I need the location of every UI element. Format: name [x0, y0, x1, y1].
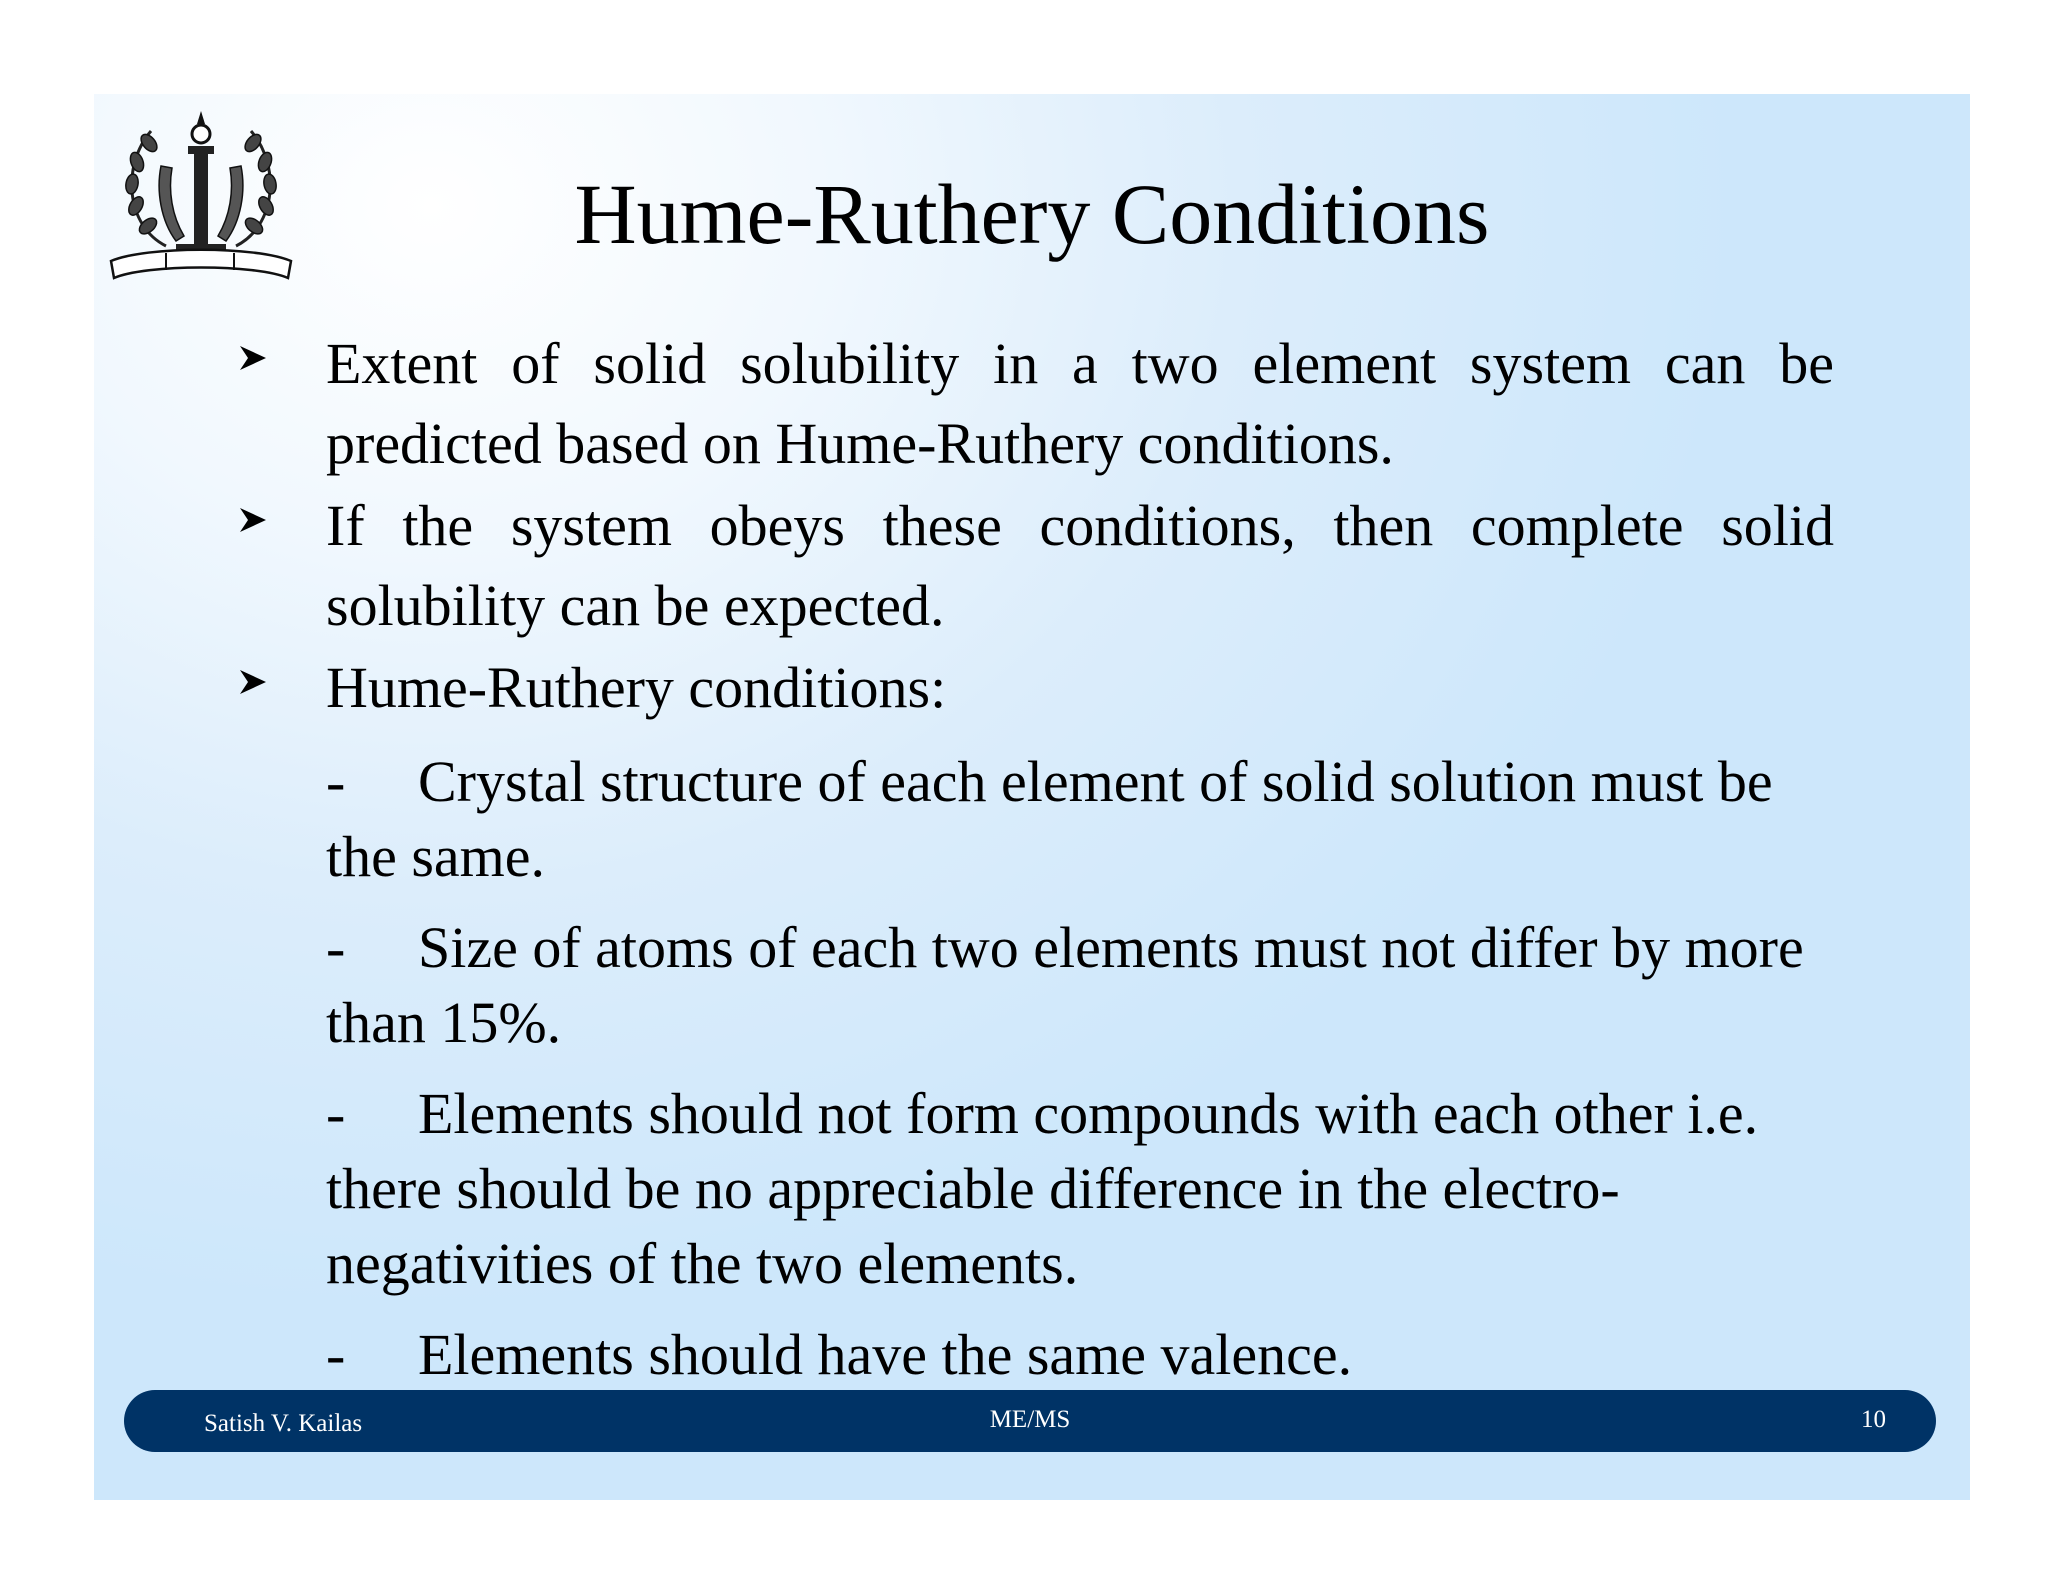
sub-bullet-text: Size of atoms of each two elements must not differ by more than 15%.	[326, 915, 1804, 1055]
dash-marker: -	[326, 1322, 346, 1387]
sub-bullet-item	[234, 744, 1834, 894]
dash-marker: -	[326, 1081, 346, 1146]
slide-footer	[124, 1390, 1936, 1452]
arrow-bullet-icon	[234, 502, 270, 538]
footer-course: ME/MS	[989, 1406, 1071, 1433]
sub-bullet-text: Elements should not form compounds with each other i.e. there should be no appreciable difference in the electro-negativities of the two elements.	[326, 1081, 1759, 1296]
arrow-bullet-icon	[234, 664, 270, 700]
bullet-text: Extent of solid solubility in a two element system can be predicted based on Hume-Ruthery conditions.	[326, 331, 1834, 476]
sub-bullet-item	[234, 1076, 1834, 1301]
dash-marker: -	[326, 915, 346, 980]
bullet-text: Hume-Ruthery conditions:	[326, 655, 947, 720]
slide	[94, 94, 1970, 1500]
arrow-bullet-icon	[234, 340, 270, 376]
bullet-item	[234, 486, 1834, 646]
footer-page-number: 10	[1861, 1406, 1886, 1433]
dash-marker: -	[326, 749, 346, 814]
sub-bullet-text: Elements should have the same valence.	[418, 1322, 1353, 1387]
sub-bullet-item	[234, 910, 1834, 1060]
slide-title: Hume-Ruthery Conditions	[574, 166, 1490, 262]
bullet-item	[234, 324, 1834, 484]
footer-author: Satish V. Kailas	[204, 1410, 363, 1437]
slide-body	[234, 324, 1834, 1392]
bullet-text: If the system obeys these conditions, then complete solid solubility can be expected.	[326, 493, 1834, 638]
sub-bullet-text: Crystal structure of each element of solid solution must be the same.	[326, 749, 1773, 889]
bullet-item	[234, 648, 1834, 728]
sub-bullet-item	[234, 1317, 1834, 1392]
